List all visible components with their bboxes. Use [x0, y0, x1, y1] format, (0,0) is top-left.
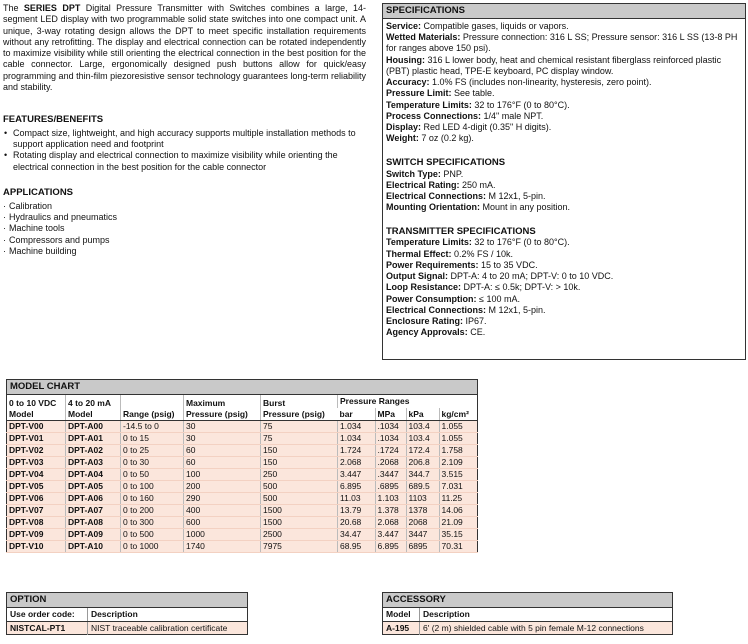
range-kgcm2-cell: 7.031	[439, 481, 477, 493]
burst-pressure-cell: 7975	[261, 541, 338, 553]
switch-spec-rows	[386, 169, 742, 214]
table-row	[7, 493, 478, 505]
max-pressure-cell: 60	[184, 445, 261, 457]
model-vdc-cell: DPT-V06	[7, 493, 66, 505]
model-ma-cell: DPT-A00	[66, 421, 121, 433]
accessory-description: 6' (2 m) shielded cable with 5 pin female M-12 connections	[420, 621, 673, 635]
feature-item: • Compact size, lightweight, and high accuracy supports multiple installation methods to support application need and footprint	[3, 128, 366, 151]
option-col-description: Description	[88, 607, 248, 621]
model-chart	[6, 379, 478, 553]
range-mpa-cell: .3447	[375, 469, 406, 481]
spec-row	[386, 100, 742, 111]
spec-value: 32 to 176°F (0 to 80°C).	[471, 99, 570, 110]
spec-row	[386, 55, 742, 78]
range-bar-cell: 6.895	[338, 481, 376, 493]
range-kpa-cell: 689.5	[406, 481, 439, 493]
range-mpa-cell: .1724	[375, 445, 406, 457]
series-name: SERIES DPT	[23, 3, 81, 13]
header-max: Maximum	[186, 397, 226, 408]
max-pressure-cell: 1000	[184, 529, 261, 541]
option-row	[7, 621, 248, 635]
max-pressure-cell: 400	[184, 505, 261, 517]
model-vdc-cell: DPT-V08	[7, 517, 66, 529]
spec-label: Power Requirements:	[386, 259, 479, 270]
spec-label: Housing:	[386, 54, 425, 65]
spec-row	[386, 249, 742, 260]
range-kgcm2-cell: 1.758	[439, 445, 477, 457]
range-bar-cell: 13.79	[338, 505, 376, 517]
header-model-a: Model	[68, 408, 93, 419]
range-kgcm2-cell: 11.25	[439, 493, 477, 505]
burst-pressure-cell: 500	[261, 493, 338, 505]
switch-specs-heading: SWITCH SPECIFICATIONS	[386, 156, 506, 168]
header-bar: bar	[338, 408, 376, 421]
spec-value: 32 to 176°F (0 to 80°C).	[471, 237, 570, 248]
table-row	[7, 517, 478, 529]
burst-pressure-cell: 2500	[261, 529, 338, 541]
spec-label: Pressure Limit:	[386, 88, 452, 99]
spec-row	[386, 316, 742, 327]
spec-label: Agency Approvals:	[386, 327, 468, 338]
spec-label: Electrical Rating:	[386, 179, 460, 190]
accessory-model: A-195	[383, 621, 420, 635]
table-row	[7, 457, 478, 469]
spec-row	[386, 294, 742, 305]
header-kgcm2: kg/cm²	[439, 408, 477, 421]
spec-row	[386, 180, 742, 191]
spec-value: Compatible gases, liquids or vapors.	[421, 20, 569, 31]
range-mpa-cell: .2068	[375, 457, 406, 469]
range-kpa-cell: 103.4	[406, 421, 439, 433]
max-pressure-cell: 60	[184, 457, 261, 469]
range-mpa-cell: 1.103	[375, 493, 406, 505]
range-psig-cell: 0 to 1000	[121, 541, 184, 553]
range-psig-cell: 0 to 15	[121, 433, 184, 445]
model-vdc-cell: DPT-V02	[7, 445, 66, 457]
header-max2: Pressure (psig)	[186, 408, 248, 419]
burst-pressure-cell: 150	[261, 457, 338, 469]
option-col-code: Use order code:	[7, 607, 88, 621]
applications-list	[3, 201, 366, 257]
spec-row	[386, 169, 742, 180]
spec-label: Temperature Limits:	[386, 237, 472, 248]
spec-row	[386, 327, 742, 338]
spec-value: 316 L lower body, heat and chemical resistant fiberglass reinforced plastic (PBT) plastic head, TPE-E keyboard, PC display window.	[386, 54, 722, 76]
spec-row	[386, 77, 742, 88]
range-bar-cell: 68.95	[338, 541, 376, 553]
features-list	[3, 128, 366, 173]
spec-label: Temperature Limits:	[386, 99, 472, 110]
specifications-body	[383, 19, 745, 341]
range-bar-cell: 2.068	[338, 457, 376, 469]
table-row	[7, 469, 478, 481]
burst-pressure-cell: 75	[261, 421, 338, 433]
range-psig-cell: 0 to 500	[121, 529, 184, 541]
range-psig-cell: 0 to 160	[121, 493, 184, 505]
max-pressure-cell: 30	[184, 433, 261, 445]
range-psig-cell: 0 to 30	[121, 457, 184, 469]
header-pressure-ranges: Pressure Ranges	[338, 394, 478, 407]
spec-row	[386, 271, 742, 282]
range-bar-cell: 1.724	[338, 445, 376, 457]
max-pressure-cell: 100	[184, 469, 261, 481]
model-ma-cell: DPT-A04	[66, 469, 121, 481]
accessory-col-description: Description	[420, 607, 673, 621]
model-vdc-cell: DPT-V03	[7, 457, 66, 469]
features-heading: FEATURES/BENEFITS	[3, 114, 104, 125]
spec-label: Enclosure Rating:	[386, 316, 464, 327]
model-chart-rows	[7, 421, 478, 553]
table-row	[7, 433, 478, 445]
header-range: Range (psig)	[121, 394, 184, 420]
spec-label: Accuracy:	[386, 77, 430, 88]
applications-heading: APPLICATIONS	[3, 187, 74, 198]
spec-value: M 12x1, 5-pin.	[486, 304, 546, 315]
option-description: NIST traceable calibration certificate	[88, 621, 248, 635]
spec-value: DPT-A: 4 to 20 mA; DPT-V: 0 to 10 VDC.	[448, 271, 614, 282]
model-vdc-cell: DPT-V10	[7, 541, 66, 553]
range-mpa-cell: 2.068	[375, 517, 406, 529]
transmitter-spec-rows	[386, 237, 742, 338]
table-row	[7, 421, 478, 433]
model-vdc-cell: DPT-V00	[7, 421, 66, 433]
header-kpa: kPa	[406, 408, 439, 421]
max-pressure-cell: 30	[184, 421, 261, 433]
range-kpa-cell: 3447	[406, 529, 439, 541]
spec-value: Pressure connection: 316 L SS; Pressure sensor: 316 L SS (13-8 PH for ranges above 150 psi).	[386, 32, 738, 54]
range-psig-cell: -14.5 to 0	[121, 421, 184, 433]
spec-value: 0.2% FS / 10k.	[451, 248, 514, 259]
range-kgcm2-cell: 3.515	[439, 469, 477, 481]
model-vdc-cell: DPT-V05	[7, 481, 66, 493]
burst-pressure-cell: 75	[261, 433, 338, 445]
spec-value: M 12x1, 5-pin.	[486, 191, 546, 201]
option-table	[6, 592, 248, 635]
range-mpa-cell: .6895	[375, 481, 406, 493]
range-kgcm2-cell: 1.055	[439, 421, 477, 433]
application-item: · Machine building	[3, 246, 366, 257]
spec-row	[386, 202, 742, 213]
spec-value: 250 mA.	[459, 179, 496, 190]
model-ma-cell: DPT-A06	[66, 493, 121, 505]
spec-value: DPT-A: ≤ 0.5k; DPT-V: > 10k.	[461, 282, 581, 293]
range-kpa-cell: 344.7	[406, 469, 439, 481]
table-row	[7, 445, 478, 457]
model-ma-cell: DPT-A07	[66, 505, 121, 517]
range-mpa-cell: 6.895	[375, 541, 406, 553]
spec-value: See table.	[451, 88, 495, 99]
header-vdc: 0 to 10 VDC	[9, 397, 57, 408]
spec-value: Red LED 4-digit (0.35" H digits).	[421, 122, 552, 133]
spec-label: Output Signal:	[386, 271, 448, 282]
range-mpa-cell: .1034	[375, 433, 406, 445]
spec-row	[386, 260, 742, 271]
range-bar-cell: 34.47	[338, 529, 376, 541]
application-item: · Compressors and pumps	[3, 235, 366, 246]
intro-lead: The	[3, 3, 24, 13]
model-ma-cell: DPT-A08	[66, 517, 121, 529]
intro-text: Digital Pressure Transmitter with Switches combines a large, 14-segment LED display with two programmable solid state switches into one compact unit. A unique, 3-way rotating design allows the DPT to meet specific installation requirements without any retrofitting. The display and electrical connection can be rotated independently to maximize visibility while still orienting the electrical connection in the best position for the cable connector. Large, ergonomically designed push buttons allow for quick/easy programming and thin-film piezoresistive sensor technology guarantees long-term reliability and stability.	[3, 3, 366, 92]
burst-pressure-cell: 1500	[261, 505, 338, 517]
application-item: · Hydraulics and pneumatics	[3, 212, 366, 223]
range-kpa-cell: 1378	[406, 505, 439, 517]
range-kpa-cell: 172.4	[406, 445, 439, 457]
model-vdc-cell: DPT-V01	[7, 433, 66, 445]
spec-row	[386, 21, 742, 32]
burst-pressure-cell: 1500	[261, 517, 338, 529]
model-vdc-cell: DPT-V09	[7, 529, 66, 541]
model-ma-cell: DPT-A10	[66, 541, 121, 553]
accessory-title: ACCESSORY	[383, 593, 673, 608]
header-burst: Burst	[263, 397, 286, 408]
range-kpa-cell: 6895	[406, 541, 439, 553]
range-kgcm2-cell: 14.06	[439, 505, 477, 517]
table-row	[7, 541, 478, 553]
range-psig-cell: 0 to 200	[121, 505, 184, 517]
application-item: · Calibration	[3, 201, 366, 212]
spec-label: Process Connections:	[386, 110, 482, 121]
spec-label: Loop Resistance:	[386, 282, 462, 293]
range-bar-cell: 20.68	[338, 517, 376, 529]
spec-row	[386, 191, 742, 202]
model-ma-cell: DPT-A09	[66, 529, 121, 541]
accessory-table	[382, 592, 673, 635]
spec-row	[386, 32, 742, 55]
spec-label: Switch Type:	[386, 168, 441, 179]
specifications-box	[382, 3, 746, 360]
option-code: NISTCAL-PT1	[7, 621, 88, 635]
spec-label: Display:	[386, 122, 422, 133]
range-kgcm2-cell: 1.055	[439, 433, 477, 445]
spec-row	[386, 111, 742, 122]
range-mpa-cell: 1.378	[375, 505, 406, 517]
range-psig-cell: 0 to 50	[121, 469, 184, 481]
spec-value: CE.	[467, 327, 486, 338]
accessory-row	[383, 621, 673, 635]
model-chart-table	[6, 379, 478, 553]
specifications-heading: SPECIFICATIONS	[383, 4, 745, 19]
range-bar-cell: 3.447	[338, 469, 376, 481]
spec-value: IP67.	[463, 316, 487, 327]
range-kpa-cell: 103.4	[406, 433, 439, 445]
spec-row	[386, 88, 742, 99]
range-kgcm2-cell: 70.31	[439, 541, 477, 553]
burst-pressure-cell: 500	[261, 481, 338, 493]
model-vdc-cell: DPT-V07	[7, 505, 66, 517]
table-row	[7, 529, 478, 541]
spec-label: Thermal Effect:	[386, 248, 452, 259]
accessory-col-model: Model	[383, 607, 420, 621]
range-kgcm2-cell: 2.109	[439, 457, 477, 469]
applications-section	[3, 187, 366, 257]
spec-label: Mounting Orientation:	[386, 202, 480, 213]
spec-value: PNP.	[440, 168, 464, 179]
option-title: OPTION	[7, 593, 248, 608]
spec-value: 1/4" male NPT.	[481, 110, 544, 121]
spec-row	[386, 122, 742, 133]
spec-row	[386, 133, 742, 144]
range-kpa-cell: 1103	[406, 493, 439, 505]
max-pressure-cell: 600	[184, 517, 261, 529]
features-section	[3, 114, 366, 173]
spec-row	[386, 305, 742, 316]
intro-paragraph	[3, 3, 366, 93]
range-bar-cell: 11.03	[338, 493, 376, 505]
spec-label: Power Consumption:	[386, 293, 477, 304]
header-burst2: Pressure (psig)	[263, 408, 325, 419]
spec-value: Mount in any position.	[479, 202, 571, 213]
range-mpa-cell: .1034	[375, 421, 406, 433]
spec-value: ≤ 100 mA.	[476, 293, 520, 304]
header-mpa: MPa	[375, 408, 406, 421]
header-ma: 4 to 20 mA	[68, 397, 111, 408]
header-model-v: Model	[9, 408, 34, 419]
range-bar-cell: 1.034	[338, 421, 376, 433]
model-ma-cell: DPT-A05	[66, 481, 121, 493]
range-kpa-cell: 2068	[406, 517, 439, 529]
max-pressure-cell: 290	[184, 493, 261, 505]
range-psig-cell: 0 to 300	[121, 517, 184, 529]
model-ma-cell: DPT-A01	[66, 433, 121, 445]
burst-pressure-cell: 150	[261, 445, 338, 457]
model-ma-cell: DPT-A02	[66, 445, 121, 457]
spec-label: Wetted Materials:	[386, 32, 461, 43]
range-kgcm2-cell: 21.09	[439, 517, 477, 529]
range-kpa-cell: 206.8	[406, 457, 439, 469]
spec-value: 15 to 35 VDC.	[478, 259, 538, 270]
table-row	[7, 481, 478, 493]
model-vdc-cell: DPT-V04	[7, 469, 66, 481]
spec-value: 7 oz (0.2 kg).	[418, 133, 474, 144]
spec-label: Service:	[386, 20, 422, 31]
range-mpa-cell: 3.447	[375, 529, 406, 541]
max-pressure-cell: 200	[184, 481, 261, 493]
application-item: · Machine tools	[3, 223, 366, 234]
spec-rows	[386, 21, 742, 145]
table-row	[7, 505, 478, 517]
spec-row	[386, 237, 742, 248]
range-bar-cell: 1.034	[338, 433, 376, 445]
model-chart-title: MODEL CHART	[7, 380, 478, 395]
spec-label: Electrical Connections:	[386, 191, 487, 201]
burst-pressure-cell: 250	[261, 469, 338, 481]
max-pressure-cell: 1740	[184, 541, 261, 553]
transmitter-specs-heading: TRANSMITTER SPECIFICATIONS	[386, 225, 536, 237]
range-psig-cell: 0 to 25	[121, 445, 184, 457]
spec-label: Weight:	[386, 133, 419, 144]
range-psig-cell: 0 to 100	[121, 481, 184, 493]
feature-item: • Rotating display and electrical connection to maximize visibility while orienting the electrical connection in the best position for the cable connector	[3, 150, 366, 173]
spec-value: 1.0% FS (includes non-linearity, hysteresis, zero point).	[429, 77, 652, 88]
spec-row	[386, 282, 742, 293]
model-ma-cell: DPT-A03	[66, 457, 121, 469]
spec-label: Electrical Connections:	[386, 304, 487, 315]
range-kgcm2-cell: 35.15	[439, 529, 477, 541]
